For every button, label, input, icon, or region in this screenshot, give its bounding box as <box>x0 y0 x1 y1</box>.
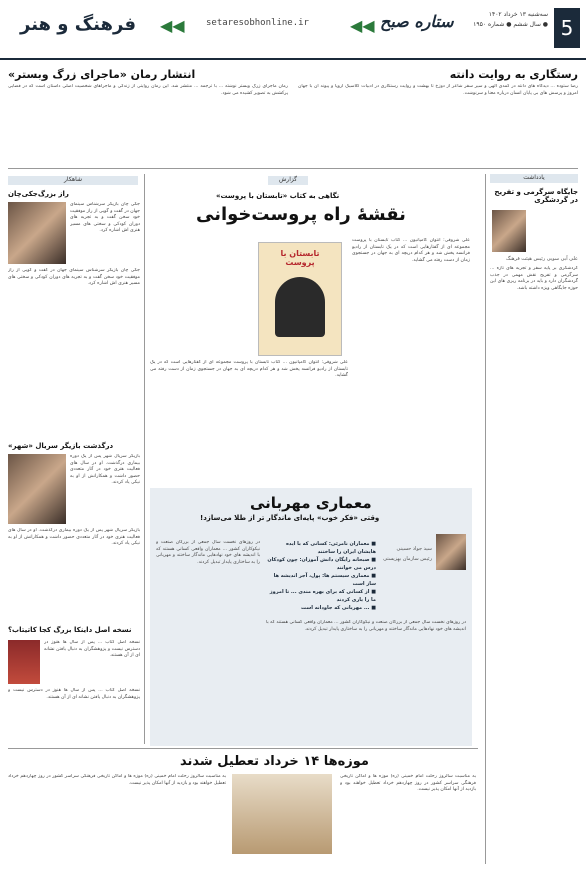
issue-info <box>473 10 548 30</box>
museums-body-right: به مناسبت سالروز رحلت امام خمینی (ره) موزه ها و اماکن تاریخی فرهنگی سراسر کشور در روز چهاردهم خرداد تعطیل خواهند بود و بازدید از آنها امکان پذیر نیست. <box>340 774 476 793</box>
divider <box>8 748 478 749</box>
actor-photo <box>8 202 66 264</box>
novel-body: رمان ماجرای زرگ وبستر نوشته ... با ترجمه ... منتشر شد. این رمان روایتی از زندگی و ماجراهای شخصیت اصلی داستان است که در فضایی پرکشش به تصویر کشیده می شود. <box>8 84 288 96</box>
site-url[interactable]: setaresobhonline.ir <box>206 18 309 28</box>
page-number: 5 <box>554 8 580 48</box>
architecture-headline: معماری مهربانی <box>250 494 372 512</box>
issue-number: ● سال ششم ● شماره ۱۹۵۰ <box>473 21 548 28</box>
columnist-photo <box>492 210 526 252</box>
sidebar-headline-2: درگذشت بازیگر سریال «شهر» <box>8 442 114 450</box>
feature-kicker: نگاهی به کتاب «تابستان با پروست» <box>216 192 340 200</box>
column-headline: جایگاه سرگرمی و تفریح در گردشگری <box>494 188 578 204</box>
page-header <box>0 0 586 60</box>
feature-tag: گزارش <box>268 176 308 185</box>
book-cover-title: تابستان با پروست <box>280 249 320 267</box>
newspaper-logo: ستاره صبح <box>380 12 454 31</box>
lead-headline: رستگاری به روایت دانته <box>449 68 578 81</box>
sidebar-body-3: نسخه اصل کتاب ... پس از سال ها هنوز در دسترس نیست و پژوهشگران به دنبال یافتن نشانه ای از آن هستند. <box>44 640 140 659</box>
pull-quote: ■ از کسانی که برای بهره مندی ... تا امروز ما را یاری کردند <box>269 589 376 603</box>
feature-body-col2: علی شروقی: آنتوان کامپانیون ... کتاب تابستان با پروست مجموعه ای از گفتارهایی است که در یک تابستان از رادیو فرانسه پخش شد و هر کدام دریچه ای به جهان در جستجوی زمان از دست رفته می گشاید. <box>150 360 348 379</box>
column-tag: یادداشت <box>490 174 578 183</box>
pull-quote-list <box>266 540 376 612</box>
book-cover <box>258 242 342 356</box>
columnist-name: علی آبی سویی رئیس هیئت فرهنگ <box>505 256 578 262</box>
author-role: رئیس سازمان بهزیستی <box>383 556 432 562</box>
section-title: فرهنگ و هنر <box>20 14 136 35</box>
architecture-body-right: در روزهای نخست سال جمعی از بزرگان صنعت و نیکوکاران کشور ... معماران واقعی کسانی هستند که با اندیشه های خود نهادهایی ماندگار ساختند و مهربانی را به ساختاری پایدار تبدیل کردند. <box>266 620 466 632</box>
sidebar-headline-1: راز بزرگ‌جکی‌چان <box>8 190 69 198</box>
sidebar-body-3b: نسخه اصل کتاب ... پس از سال ها هنوز در دسترس نیست و پژوهشگران به دنبال یافتن نشانه ای از آن هستند. <box>8 688 140 700</box>
sidebar-divider <box>144 174 145 744</box>
green-arrows-icon: ◀◀ <box>160 16 185 35</box>
sidebar-body-2b: بازیگر سریال شهر پس از یک دوره بیماری درگذشت. او در سال های فعالیت هنری خود در آثار متعددی حضور داشت و همکارانش از او به نیکی یاد کردند. <box>8 528 140 547</box>
pull-quote: ■ معماران نامرئی: کسانی که با ایده هایشان ایران را ساختند <box>285 541 376 555</box>
feature-body-col1: علی شروقی: آنتوان کامپانیون ... کتاب تابستان با پروست مجموعه ای از گفتارهایی است که در یک تابستان از رادیو فرانسه پخش شد و هر کدام دریچه ای به جهان در جستجوی زمان از دست رفته می گشاید. <box>352 238 470 263</box>
author-name: سید جواد حسینی <box>396 546 432 552</box>
museums-headline: موزه‌ها ۱۴ خرداد تعطیل شدند <box>180 754 369 769</box>
sidebar-tag: شاهکار <box>8 176 138 185</box>
pull-quote: ■ معماری سیستم ها: پول، آجر اندیشه ها ساز است <box>273 573 376 587</box>
sidebar-body-2: بازیگر سریال شهر پس از یک دوره بیماری درگذشت. او در سال های فعالیت هنری خود در آثار متعددی حضور داشت و همکارانش از او به نیکی یاد کردند. <box>70 454 140 486</box>
actor2-photo <box>8 454 66 524</box>
column-divider <box>485 174 486 864</box>
lead-body: رضا ستوده ... دیدگاه های دانته در کمدی الهی و سیر سفر شاعر از دوزخ تا بهشت و روایت رستگاری در ادبیات کلاسیک اروپا و پیوند آن با جهان امروز و پرسش های بی پایان انسان درباره معنا و سرنوشت. <box>298 84 578 96</box>
sidebar-headline-3: نسخه اصل داینکا بزرگ کجا کاتیتاب؟ <box>8 626 132 634</box>
museums-body-left: به مناسبت سالروز رحلت امام خمینی (ره) موزه ها و اماکن تاریخی فرهنگی سراسر کشور در روز چهاردهم خرداد تعطیل خواهند بود و بازدید از آنها امکان پذیر نیست. <box>8 774 226 786</box>
author-photo <box>436 534 466 570</box>
museum-photo <box>232 774 332 854</box>
pull-quote: ■ صبحانه رایگان دانش آموزان: چون کودکان درس می خوانند <box>267 557 376 571</box>
feature-headline: نقشهٔ راه پروست‌خوانی <box>196 204 406 225</box>
architecture-body-left: در روزهای نخست سال جمعی از بزرگان صنعت و نیکوکاران کشور ... معماران واقعی کسانی هستند که با اندیشه های خود نهادهایی ماندگار ساختند و مهربانی را به ساختاری پایدار تبدیل کردند. <box>156 540 260 565</box>
sidebar-body-1b: جکی چان بازیگر سرشناس سینمای جهان در گفت و گویی از راز موفقیت خود سخن گفت و به تجربه های دوران کودکی و سختی های مسیر هنری اش اشاره کرد. <box>8 268 140 287</box>
divider <box>8 168 578 169</box>
book-photo <box>8 640 40 684</box>
portrait-illustration <box>275 277 325 337</box>
pull-quote: ■ ... مهربانی که جاودانه است <box>301 605 376 611</box>
novel-headline: انتشار رمان «ماجرای زرگ وبستر» <box>8 68 196 81</box>
sidebar-body-1: جکی چان بازیگر سرشناس سینمای جهان در گفت و گویی از راز موفقیت خود سخن گفت و به تجربه های دوران کودکی و سختی های مسیر هنری اش اشاره کرد. <box>70 202 140 234</box>
architecture-subtitle: وقتی «فکر خوب» پایه‌ای ماندگار تر از طلا می‌سازد! <box>200 514 380 522</box>
column-body: گردشگری بر پایه سفر و تجربه های تازه ... سرگرمی و تفریح نقش مهمی در جذب گردشگران دارد و باید در برنامه ریزی های این حوزه جایگاهی ویژه داشته باشد. <box>490 266 578 291</box>
green-arrows-icon: ◀◀ <box>350 16 375 35</box>
issue-date: سه‌شنبه ۱۳ خرداد ۱۴۰۲ <box>488 11 548 18</box>
